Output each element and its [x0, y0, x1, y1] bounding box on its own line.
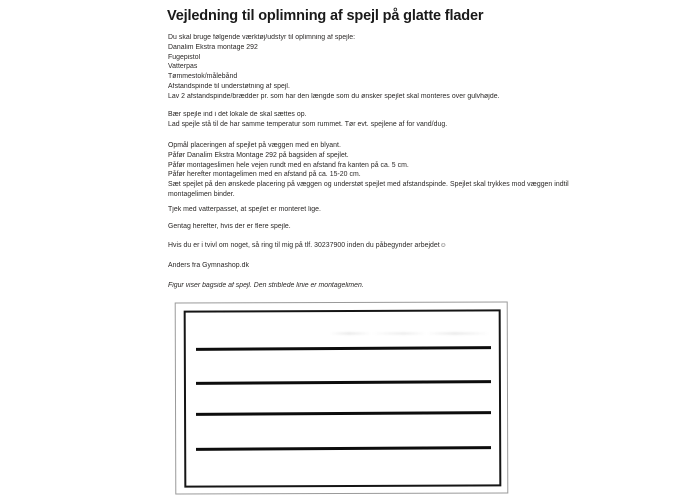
acclimatise-block [168, 110, 588, 130]
text-line: Lav 2 afstandspinde/brædder pr. som har den længde som du ønsker spejlet skal monteres over gulvhøjde. [168, 92, 500, 100]
text-line: Fugepistol [168, 53, 201, 61]
text-line: Påfør Danalim Ekstra Montage 292 på bagsiden af spejlet. [168, 151, 349, 159]
text-line: Bær spejle ind i det lokale de skal sættes op. [168, 111, 307, 118]
signoff-block [168, 261, 588, 271]
caption-line: Figur viser bagside af spejl. Den striblede linie er montagelimen. [168, 282, 364, 289]
text-line: Hvis du er i tvivl om noget, så ring til mig på tlf. 30237900 inden du påbegynder arbejdet☺ [168, 242, 447, 249]
text-line: Påfør montageslimen hele vejen rundt med en afstand fra kanten på ca. 5 cm. [168, 161, 409, 169]
figure-caption [168, 281, 588, 291]
contact-block [168, 241, 588, 251]
text-line: Tømmestok/målebånd [168, 73, 238, 81]
repeat-block [168, 222, 588, 232]
page-title: Vejledning til oplimning af spejl på glatte flader [167, 8, 484, 24]
text-line: Vatterpas [168, 63, 198, 71]
mounting-steps-block [168, 141, 588, 200]
text-line: Anders fra Gymnashop.dk [168, 262, 249, 269]
level-check-block [168, 205, 588, 215]
text-line: Tjek med vatterpasset, at spejlet er monteret lige. [168, 206, 321, 213]
text-line: Gentag herefter, hvis der er flere spejle. [168, 223, 291, 230]
text-line: Du skal bruge følgende værktøj/udstyr til oplimning af spejle: [168, 34, 356, 41]
tools-list-block [168, 33, 588, 102]
text-line: Opmål placeringen af spejlet på væggen med en blyant. [168, 142, 341, 149]
text-line: Sæt spejlet på den ønskede placering på væggen og understøt spejlet med afstandspinde. Spejlet skal trykkes mod væggen indtil montagelimen binder. [168, 181, 569, 198]
figure-mirror-back-rectangle [184, 309, 502, 487]
text-line: Danalim Ekstra montage 292 [168, 43, 258, 51]
text-line: Lad spejle stå til de har samme temperatur som rummet. Tør evt. spejlene af for vand/dug. [168, 120, 448, 128]
scan-artifact [330, 332, 490, 335]
text-line: Afstandspinde til understøtning af spejl. [168, 82, 290, 90]
text-line: Påfør herefter montagelimen med en afstand på ca. 15-20 cm. [168, 171, 361, 179]
